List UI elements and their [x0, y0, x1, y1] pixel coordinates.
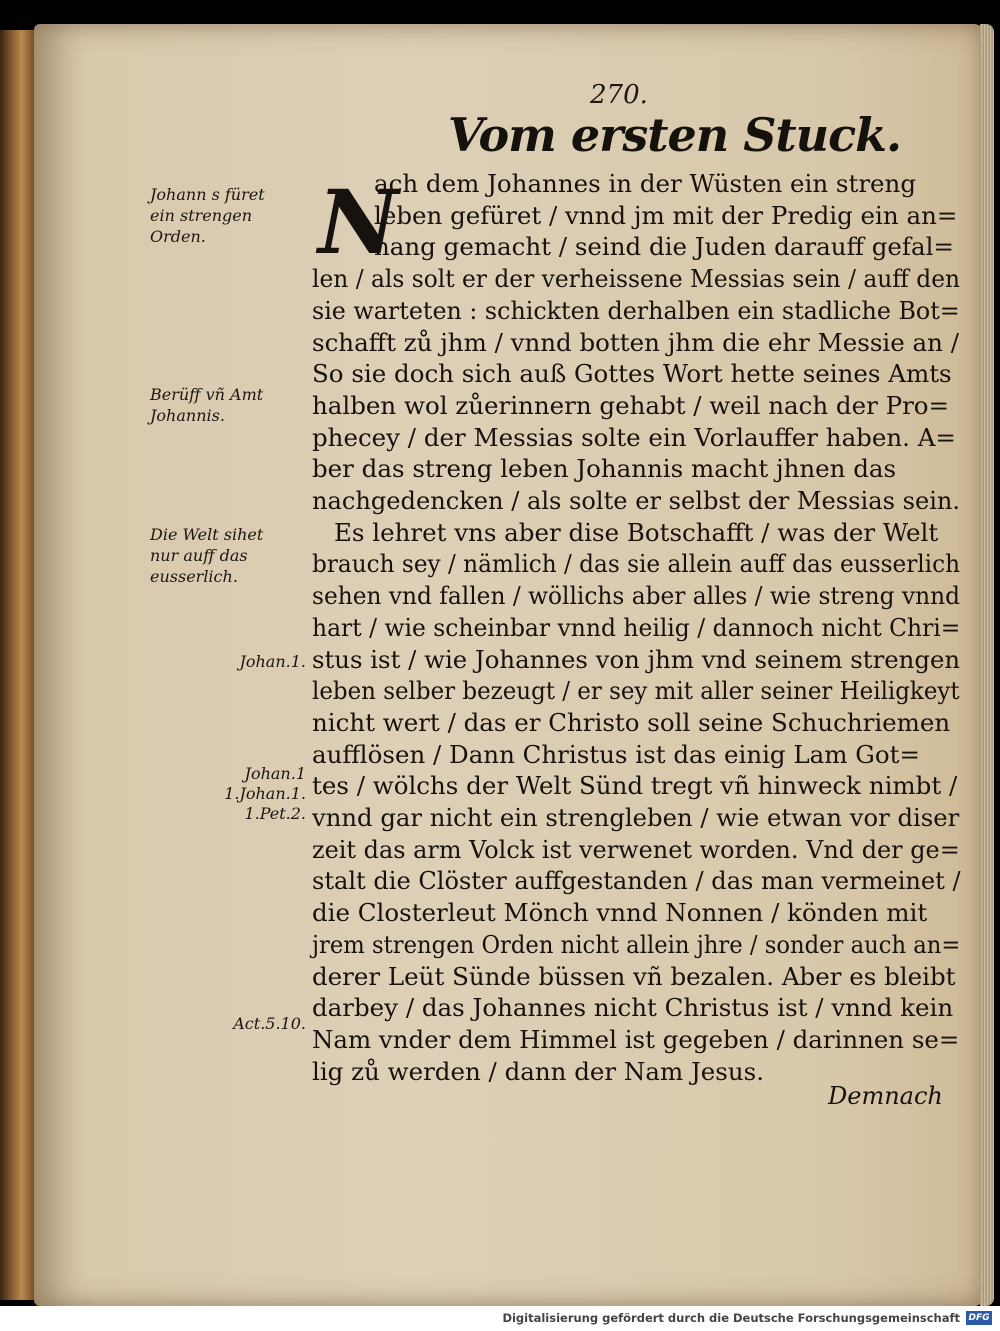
book-spine [0, 30, 36, 1300]
text-line: sehen vnd fallen / wöllichs aber alles / wie streng vnnd [312, 581, 960, 611]
text-line: leben gefüret / vnnd jm mit der Predig ein an= [374, 200, 958, 230]
text-line: phecey / der Messias solte ein Vorlauffer haben. A= [312, 422, 956, 452]
text-line: So sie doch sich auß Gottes Wort hette seines Amts [312, 359, 952, 389]
text-line: aufflösen / Dann Christus ist das einig Lam Got= [312, 739, 920, 769]
text-line: ach dem Johannes in der Wüsten ein streng [374, 169, 917, 198]
chapter-heading: Vom ersten Stuck. [448, 108, 902, 162]
text-line: hang gemacht / seind die Juden darauff gefal= [374, 232, 954, 262]
reference-line: 1.Pet.2. [244, 804, 306, 823]
text-line: brauch sey / nämlich / das sie allein auff das eusserlich [312, 549, 961, 579]
text-line: stus ist / wie Johannes von jhm vnd seinem strengen [312, 644, 961, 674]
funding-credit: Digitalisierung gefördert durch die Deutsche Forschungsgemeinschaft [502, 1311, 960, 1325]
text-line: ber das streng leben Johannis macht jhnen das [312, 454, 897, 484]
main-text [312, 168, 960, 1087]
margin-note-line: Orden. [150, 227, 206, 246]
text-line: tes / wölchs der Welt Sünd tregt vñ hinweck nimbt / [312, 771, 958, 801]
text-line: darbey / das Johannes nicht Christus ist / vnnd kein [312, 993, 954, 1023]
text-line: lig zů werden / dann der Nam Jesus. [312, 1056, 765, 1086]
margin-note-line: Johann s füret [150, 185, 265, 204]
page-edges [980, 24, 994, 1306]
scripture-reference [200, 764, 306, 824]
text-line: Nam vnder dem Himmel ist gegeben / darinnen se= [312, 1024, 960, 1054]
text-line: halben wol zůerinnern gehabt / weil nach der Pro= [312, 390, 950, 420]
scripture-reference [200, 1014, 306, 1034]
reference-line: Johan.1. [239, 652, 306, 671]
margin-note-line: nur auff das [150, 546, 248, 565]
text-line: hart / wie scheinbar vnnd heilig / dannoch nicht Chri= [312, 612, 961, 642]
text-line: leben selber bezeugt / er sey mit aller seiner Heiligkeyt [312, 676, 960, 706]
text-line: vnnd gar nicht ein strengleben / wie etwan vor diser [312, 803, 960, 833]
dfg-logo-icon: DFG [966, 1311, 992, 1325]
text-line: schafft zů jhm / vnnd botten jhm die ehr Messie an / [312, 327, 959, 357]
reference-line: 1.Johan.1. [224, 784, 306, 803]
text-line: derer Leüt Sünde büssen vñ bezalen. Aber es bleibt [312, 961, 956, 991]
text-line: nachgedencken / als solte er selbst der Messias sein. [312, 486, 961, 516]
margin-note-line: Die Welt sihet [150, 525, 264, 544]
margin-note [150, 184, 265, 247]
text-line: stalt die Clöster auffgestanden / das man vermeinet / [312, 866, 961, 896]
reference-line: Johan.1 [244, 764, 306, 783]
margin-note [150, 384, 263, 426]
margin-note-line: Johannis. [150, 406, 225, 425]
text-line: Es lehret vns aber dise Botschafft / was der Welt [334, 517, 939, 547]
margin-note [150, 524, 263, 587]
text-line: nicht wert / das er Christo soll seine Schuchriemen [312, 707, 951, 737]
margin-note-line: eusserlich. [150, 567, 238, 586]
text-line: len / als solt er der verheissene Messias sein / auff den [312, 264, 961, 294]
text-line: sie warteten : schickten derhalben ein stadliche Bot= [312, 295, 960, 325]
footer-bar [0, 1306, 1000, 1331]
text-line: jrem strengen Orden nicht allein jhre / sonder auch an= [312, 929, 961, 959]
catchword: Demnach [828, 1082, 943, 1110]
reference-line: Act.5.10. [233, 1014, 306, 1033]
scripture-reference [214, 652, 306, 672]
margin-note-line: ein strengen [150, 206, 253, 225]
text-line: die Closterleut Mönch vnnd Nonnen / könden mit [312, 898, 928, 928]
text-line: zeit das arm Volck ist verwenet worden. Vnd der ge= [312, 834, 960, 864]
margin-note-line: Berüff vñ Amt [150, 385, 264, 404]
drop-cap: N [318, 170, 399, 274]
page-number: 270. [590, 80, 648, 110]
